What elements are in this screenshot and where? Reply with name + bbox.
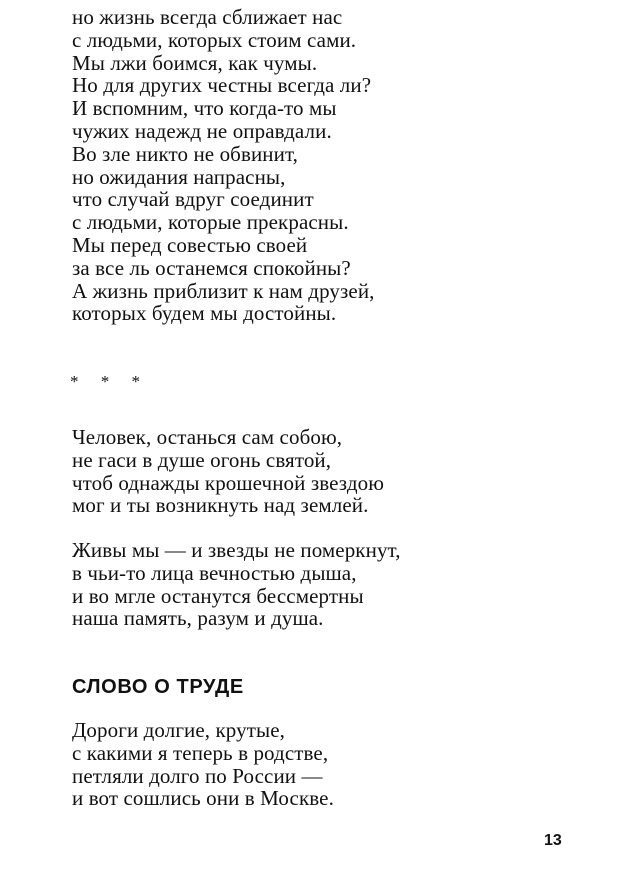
section-separator: * * * [70,372,149,391]
poem-two-stanza-2 [72,539,401,630]
verse-line: с какими я теперь в родстве, [72,740,329,765]
poem-two-stanza-1 [72,426,384,517]
verse-line: А жизнь приблизит к нам друзей, [72,278,375,303]
verse-line: с людьми, которые прекрасны. [72,210,349,235]
verse-line: не гаси в душе огонь святой, [72,447,332,472]
poem-three-stanza-1 [72,719,334,810]
verse-line: Но для других честны всегда ли? [72,73,372,98]
verse-line: и во мгле останутся бессмертны [72,583,364,608]
verse-line: с людьми, которых стоим сами. [72,27,357,52]
verse-line: Человек, останься сам собою, [72,425,343,449]
verse-line: что случай вдруг соединит [72,187,314,212]
verse-line: Живы мы — и звезды не померкнут, [72,538,401,562]
verse-line: чтоб однажды крошечной звездою [72,470,385,495]
verse-line: Во зле никто не обвинит, [72,141,299,166]
verse-line: но ожидания напрасны, [72,164,286,189]
poem-title: СЛОВО О ТРУДЕ [72,676,244,698]
verse-line: петляли долго по России — [72,763,323,788]
verse-line: Мы лжи боимся, как чумы. [72,50,318,75]
verse-line: но жизнь всегда сближает нас [72,5,343,29]
verse-line: мог и ты возникнуть над землей. [72,493,369,518]
verse-line: и вот сошлись они в Москве. [72,786,334,811]
poem-continuation-stanza [72,6,375,325]
verse-line: чужих надежд не оправдали. [72,118,332,143]
verse-line: в чьи-то лица вечностью дыша, [72,560,357,585]
verse-line: за все ль останемся спокойны? [72,255,351,280]
verse-line: которых будем мы достойны. [72,301,337,326]
verse-line: Дороги долгие, крутые, [72,718,285,742]
verse-line: И вспомним, что когда-то мы [72,96,337,121]
page-number: 13 [544,832,562,849]
verse-line: Мы перед совестью своей [72,232,308,257]
verse-line: наша память, разум и душа. [72,606,324,631]
